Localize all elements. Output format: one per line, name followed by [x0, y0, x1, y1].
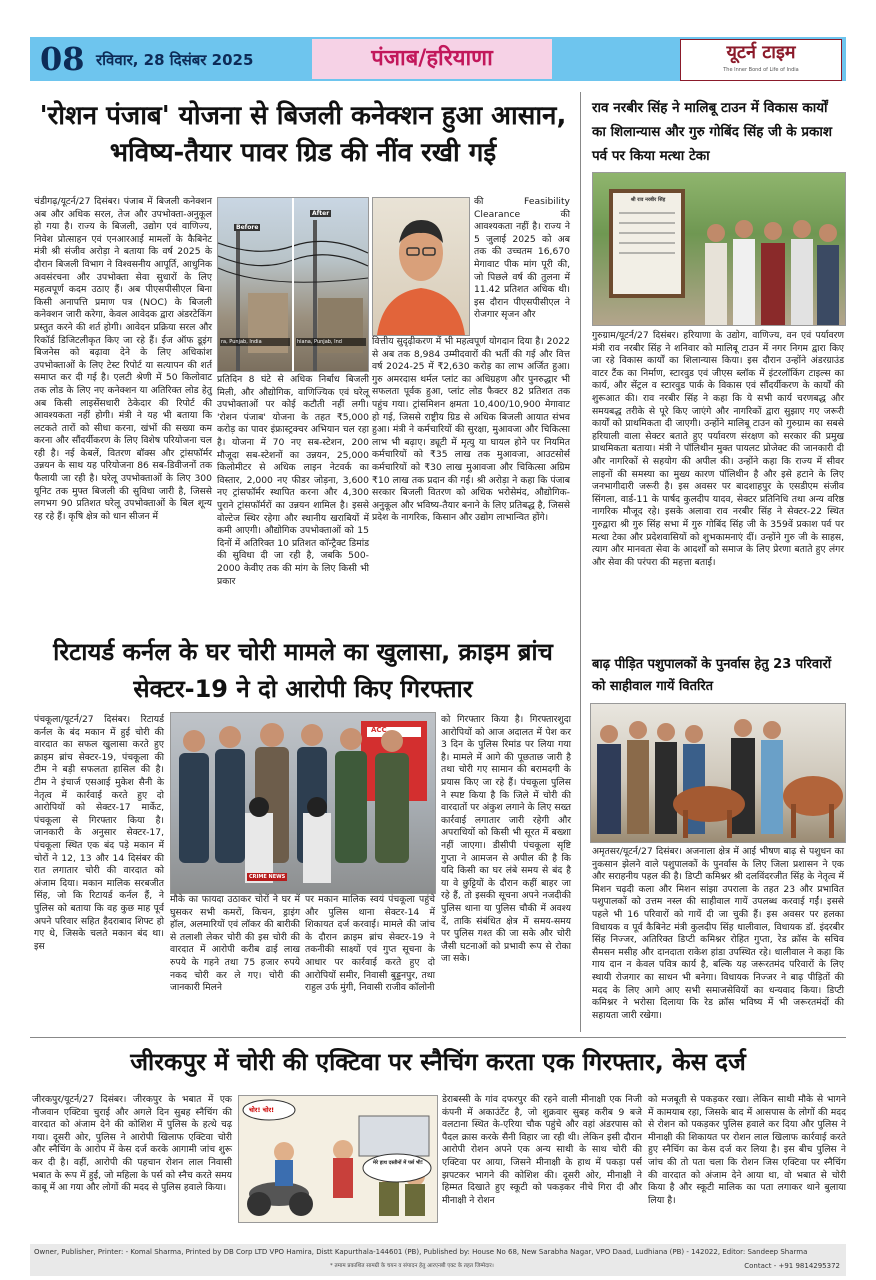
disclaimer-line: * तमाम प्रकाशित सामग्री के चयन व संपादन हेतु आरएनबी एक्ट के तहत जिम्मेदार।	[330, 1263, 494, 1269]
story5-top-rule	[30, 1037, 846, 1038]
story3-headline: राव नरबीर सिंह ने मालिबू टाउन में विकास कार्यों का शिलान्यास और गुरु गोबिंद सिंह जी के प्रकाश पर्व पर किया मत्था टेका	[592, 100, 833, 164]
section-title: पंजाब/हरियाणा	[371, 46, 493, 71]
story4-headline: बाढ़ पीड़ित पशुपालकों के पुनर्वास हेतु 23 परिवारों को साहीवाल गायें वितरित	[592, 657, 832, 694]
story3-body: गुरुग्राम/यूटर्न/27 दिसंबर। हरियाणा के उद्योग, वाणिज्य, वन एवं पर्यावरण मंत्री राव नरबीर सिंह ने शनिवार को मालिबू टाउन में नगर निगम द्वारा किए जा रहे विकास कार्यों का शिलान्यास किया। इस दौरान उन्होंने अंडरग्राउंड वाटर टैंक का निर्माण, स्टारवुड एवं जीएस ब्लॉक में इंटरलॉकिंग टाइल्स का कार्य, और सेंट्रल व स्टारवुड पार्क के विकास एवं सौंदर्यीकरण के कार्यों की शुरूआत की। राव नरबीर सिंह ने कहा कि ये सभी कार्य चरणबद्ध और समयबद्ध तरीके से पूरे किए जाएंगे और नागरिकों द्वारा सुझाए गए जरूरी कार्यों को प्राथमिकता दी जाएगी। उन्होंने मालिबू टाउन को गुरुग्राम का सबसे हरियाली वाला सेक्टर बताते हुए पर्यावरण संरक्षण को सरकार की प्रमुख प्राथमिकता बताया। मंत्री ने पॉलिथीन मुक्त पायलट प्रोजेक्ट की जानकारी दी और नागरिकों से सहयोग की अपील की। उन्होंने कहा कि राज्य में सीवर लाइनों की समस्या का मुख्य कारण पॉलिथीन है और इसे हटाने के लिए जनभागीदारी जरूरी है। इस अवसर पर बादशाहपुर के एसडीएम संजीव सिंगला, वार्ड-11 के पार्षद कुलदीप यादव, सेक्टर प्रतिनिधि तथा अन्य वरिष्ठ नागरिक मौजूद रहे। इसके अलावा राव नरबीर सिंह ने सेक्टर-22 स्थित गुरुद्वारा श्री गुरु सिंह सभा में गुरु गोबिंद सिंह जी के 359वें प्रकाश पर्व पर मत्था टेका और प्रदेशवासियों को शुभकामनाएं दीं। उन्होंने गुरु जी के साहस, त्याग और मानवता सेवा के आदर्शों को समाज के लिए प्रेरणा बताते हुए लंगर और सेवा की परंपरा की महत्ता बताई।	[592, 330, 844, 568]
portrait-illustration	[373, 198, 469, 335]
cow-distribution-photo	[590, 703, 846, 843]
story2-col4: को गिरफ्तार किया है। गिरफ्तारशुदा आरोपियों को आज अदालत में पेश कर 3 दिन के पुलिस रिमांड पर लिया गया है। मामले में आगे की पूछताछ जारी है तथा चोरी गए सामान की बरामदगी के प्रयास किए जा रहे हैं। पंचकूला पुलिस ने स्पष्ट किया है कि जिले में चोरी की वारदातों पर अंकुश लगाने के लिए सख्त कार्रवाई लगातार जारी रहेगी और अपराधियों को किसी भी सूरत में बख्शा नहीं जाएगा। डीसीपी पंचकूला सृष्टि गुप्ता ने आमजन से अपील की है कि यदि किसी का घर लंबे समय से बंद है या वे छुट्टियों के दौरान कहीं बाहर जा रहे हैं, तो इसकी सूचना अपने नजदीकी पुलिस थाना या पुलिस चौकी में अवश्य दें, ताकि संबंधित क्षेत्र में समय-समय पर पुलिस गश्त की जा सके और चोरी जैसी घटनाओं को प्रभावी रूप से रोका जा सके।	[441, 714, 571, 965]
story2-col3: पर मकान मालिक स्वयं पंचकूला पहुंचे और पुलिस थाना सेक्टर-14 में शिकायत दर्ज करवाई। मामले की जांच के दौरान क्राइम ब्रांच सेक्टर-19 ने तकनीकी साक्ष्यों एवं गुप्त सूचना के आधार पर कार्रवाई करते हुए दो आरोपियों समीर, निवासी बुड्डनपुर, तथा राहुल उर्फ मुंगी, निवासी राजीव कॉलोनी	[305, 894, 435, 994]
story5-col2: डेराबस्सी के गांव दफरपुर की रहने वाली मीनाक्षी एक निजी कंपनी में अकाउंटेंट है, जो शुक्रवार सुबह करीब 9 बजे वलटाना स्थित के-एरिया चौक पहुंचे और वहां अंडरपास को पैदल क्रास करके सैनी विहार जा रही थी। लेकिन इसी दौरान आरोपी रोशन अपने एक अन्य साथी के साथ चोरी की एक्टिवा पर आया, जिसने मीनाक्षी के हाथ में पकड़ा पर्स झपटकर भागने की कोशिश की। दूसरी ओर, मीनाक्षी ने हिम्मत दिखाते हुए स्कूटी को पकड़कर नीचे गिरा दी और मीनाक्षी ने रोशन	[442, 1094, 642, 1206]
page-number: 08	[40, 40, 85, 78]
story5-headline: जीरकपुर में चोरी की एक्टिवा पर स्नैचिंग करता एक गिरफ्तार, केस दर्ज	[130, 1048, 746, 1076]
cartoon-bubble-left: चोर! चोर!	[249, 1106, 275, 1114]
backdrop-sign: ACC	[371, 726, 387, 734]
masthead	[30, 37, 846, 81]
before-label: Before	[236, 224, 259, 231]
story5-col3: को मजबूती से पकड़कर रखा। लेकिन साथी मौके से भागने में कामयाब रहा, जिसके बाद में आसपास के लोगों की मदद से रोशन को पकड़कर पुलिस हवाले कर दिया और पुलिस ने मीनाक्षी की शिकायत पर रोशन लाल खिलाफ कार्रवाई करते हुए स्नैचिंग का केस दर्ज कर लिया है। इस बीच पुलिस ने जांच की तो पता चला कि रोशन जिस एक्टिवा पर स्नैचिंग की वारदात को अंजाम देने आया था, वो भबात से चोरी किया है और स्कूटी मालिक का पता लगाकर थाने बुलाया लिया है।	[648, 1094, 846, 1206]
story1-col2: प्रतिदिन 8 घंटे से अधिक निर्बाध बिजली मिली, और औद्योगिक, वाणिज्यिक एवं घरेलू उपभोक्ताओं पर कोई कटौती नहीं लगी। 'रोशन पंजाब' योजना के तहत ₹5,000 करोड़ का पावर इंफ्रास्ट्रक्चर अभियान चल रहा है। योजना में 70 नए सब-स्टेशन, 200 मौजूदा सब-स्टेशनों का उन्नयन, 25,000 किलोमीटर से अधिक लाइन नेटवर्क का विस्तार, 2,000 नए फीडर जोड़ना, 3,600 नए ट्रांसफॉर्मर स्थापित करना और 4,300 पुराने ट्रांसफॉर्मरों का उन्नयन शामिल है। इससे वोल्टेज स्थिर रहेगा और स्थानीय खराबियों में कमी आएगी। औद्योगिक उपभोक्ताओं को 15 दिनों में अतिरिक्त 10 प्रतिशत कॉन्ट्रैक्ट डिमांड की सुविधा दी जा रही है, जबकि 500-2000 केवीए तक की मांग के लिए किसी भी प्रकार	[217, 374, 369, 587]
group-photo-illustration	[171, 713, 435, 893]
ceremony-illustration	[593, 173, 845, 325]
cow-event-illustration	[591, 704, 845, 842]
story1-col3b: वित्तीय सुदृढ़ीकरण में भी महत्वपूर्ण योगदान दिया है। 2022 से अब तक 8,984 उम्मीदवारों की भर्ती की गई और वित्त वर्ष 2024-25 में ₹2,630 करोड़ का लाभ अर्जित हुआ। गुरु अमरदास थर्मल प्लांट का अधिग्रहण और पुनरुद्धार भी सफलता पूर्वक हुआ, प्लांट लोड फैक्टर 82 प्रतिशत तक पहुंच गया। ट्रांसमिशन क्षमता 10,400/10,900 मेगावाट हो गई, जिससे राष्ट्रीय ग्रिड से अधिक बिजली आयात संभव हुआ। मंत्री ने कर्मचारियों की सुरक्षा, मुआवजा और चिकित्सा लाभ भी बढ़ाए। ड्यूटी में मृत्यु या घायल होने पर नियमित कर्मचारियों को ₹35 लाख तक मुआवजा, आउटसोर्स कर्मचारियों को ₹30 लाख मुआवजा और चिकित्सा अग्रिम ₹10 लाख तक प्रदान की गई। श्री अरोड़ा ने कहा कि पंजाब सरकार बिजली वितरण को अधिक भरोसेमंद, औद्योगिक-अनुकूल और भविष्य-तैयार बनाने के लिए प्रतिबद्ध है, जिससे प्रदेश के नागरिक, किसान और उद्योग लाभान्वित होंगे।	[372, 336, 570, 524]
after-label: After	[312, 210, 330, 217]
story5-col1: जीरकपुर/यूटर्न/27 दिसंबर। जीरकपुर के भबात में एक नौजवान एक्टिवा चुराई और अगले दिन सुबह स्नैचिंग की वारदात को अंजाम देने की कोशिश में पुलिस के हत्थे चढ़ गया। दूसरी ओर, पुलिस ने आरोपी खिलाफ एक्टिवा चोरी और स्नैचिंग के आरोप में केस दर्ज करके आगामी जांच शुरू कर दी है। वहीं, आरोपी की पहचान रोशन लाल निवासी भबात के रूप में हुई, जो महिला के पर्स को स्नैच करते समय काबू में आ गया और लोगों की मदद से पुलिस हवाले किया।	[32, 1094, 232, 1194]
story2-col1: पंचकूला/यूटर्न/27 दिसंबर। रिटायर्ड कर्नल के बंद मकान में हुई चोरी की वारदात का सफल खुलासा करते हुए क्राइम ब्रांच सेक्टर-19, पंचकूला की टीम ने बड़ी सफलता हासिल की है। टीम ने इंचार्ज एसआई मुकेश सैनी के नेतृत्व में कार्रवाई करते हुए दो आरोपियों को सेक्टर-17 मार्केट, पंचकूला से गिरफ्तार किया है। जानकारी के अनुसार सेक्टर-17, पंचकूला स्थित एक बंद पड़े मकान में चोरों ने 12, 13 और 14 दिसंबर की रात लगातार चोरी की वारदात को अंजाम दिया। मकान मालिक सरबजीत सिंह, जो कि रिटायर्ड कर्नल हैं, ने पुलिस को बताया कि वह कुछ माह पूर्व अपने परिवार सहित हैदराबाद शिफ्ट हो गए थे, जिसके चलते मकान बंद था। इस	[34, 714, 164, 952]
foundation-stone-photo	[592, 172, 846, 326]
contact-line: Contact - +91 9814295372	[744, 1262, 840, 1270]
crime-news-card: CRIME NEWS	[249, 874, 286, 880]
minister-portrait	[372, 197, 470, 336]
photo-caption-left: ra, Punjab, India	[220, 338, 290, 346]
story1-col1: चंडीगढ़/यूटर्न/27 दिसंबर। पंजाब में बिजली कनेक्शन अब और अधिक सरल, तेज और उपभोक्ता-अनुकूल हो गया है। राज्य के बिजली, उद्योग एवं वाणिज्य, निवेश प्रोत्साहन एवं एनआरआई मामलों के कैबिनेट मंत्री श्री संजीव अरोड़ा ने बताया कि वर्ष 2025 के दौरान बिजली विभाग ने विश्वसनीय आपूर्ति, आधुनिक अवसंरचना और उपभोक्ता सेवा सुधारों के लिए महत्वपूर्ण कदम उठाए हैं। अब पीएसपीसीएल बिना किसी अनापत्ति प्रमाण पत्र (NOC) के बिजली कनेक्शन जारी करेगा, केवल आवेदक द्वारा अंडरटेकिंग प्रस्तुत करने की शर्त होगी। आवेदन प्रक्रिया सरल और रिकॉर्ड डिजिटलीकृत किए जा रहे हैं। ईज ऑफ डूइंग बिजनेस को बढ़ावा देने के लिए अधिकांश उपभोक्ताओं के लिए टेस्ट रिपोर्ट या सत्यापन की शर्त समाप्त कर दी गई है। एलटी श्रेणी में 50 किलोवाट तक लोड के लिए नए कनेक्शन या अतिरिक्त लोड हेतु अब किसी लाइसेंसधारी ठेकेदार की रिपोर्ट की आवश्यकता नहीं होगी। मंत्री ने यह भी बताया कि लटकते तारों को सीधा करना, खंभों की सख्या कम करना और सौंदर्यीकरण के लिए विशेष परियोजना चल रही है। नई केबलें, वितरण बॉक्स और ट्रांसफॉर्मर उन्नयन के साथ यह परियोजना 86 सब-डिवीजनों तक फैलायी जा रही है। घरेलू उपभोक्ताओं के लिए 300 यूनिट तक मुफ्त बिजली की सुविधा जारी है, जिससे लगभग 90 प्रतिशत घरेलू उपभोक्ताओं के बिल शून्य रह रहे हैं। कृषि क्षेत्र को धान सीजन में	[34, 196, 212, 522]
cartoon-illustration	[239, 1096, 437, 1222]
issue-date: रविवार, 28 दिसंबर 2025	[96, 51, 254, 69]
section-box	[312, 39, 552, 79]
photo-caption-right: hiana, Punjab, Ind	[296, 338, 366, 346]
imprint-line: Owner, Publisher, Printer: - Komal Sharma, Printed by DB Corp LTD VPO Hamira, Distt Kapurthala-144601 (PB), Published by: House No 68, New Sarabha Nagar, VPO Daad, Ludhiana (PB) - 142022, Editor: Sandeep Sharma	[34, 1248, 808, 1256]
story1-col3a: की Feasibility Clearance की आवश्यकता नहीं है। राज्य ने 5 जुलाई 2025 को अब तक की उच्चतम 16,670 मेगावाट पीक मांग पूरी की, जो पिछले वर्ष की तुलना में 11.42 प्रतिशत अधिक थी। इस दौरान पीएसपीसीएल ने रोजगार सृजन और	[474, 196, 570, 321]
paper-logo: यूटर्न टाइम	[726, 42, 796, 63]
column-divider	[580, 92, 581, 1032]
story2-headline: रिटायर्ड कर्नल के घर चोरी मामले का खुलासा, क्राइम ब्रांच सेक्टर-19 ने दो आरोपी किए गिरफ्तार	[53, 638, 553, 703]
plaque-text: श्री राव नरबीर सिंह	[630, 197, 666, 203]
snatching-cartoon	[238, 1095, 438, 1223]
logo-box	[680, 39, 842, 81]
before-after-photo	[217, 197, 369, 372]
story1-headline: 'रोशन पंजाब' योजना से बिजली कनेक्शन हुआ आसान, भविष्य-तैयार पावर ग्रिड की नींव रखी गई	[39, 101, 567, 168]
story2-col2: मौके का फायदा उठाकर चोरों ने घर में घुसकर सभी कमरों, किचन, ड्राइंग हॉल, अलमारियों एवं लॉकर की बारीकी से तलाशी लेकर चोरी की इस चोरी की वारदात में आरोपी करीब ढाई लाख रुपये के गहने तथा 75 हजार रुपये नकद चोरी कर ले गए। चोरी की जानकारी मिलने	[170, 894, 300, 994]
cartoon-bubble-right: मेरे हाथ दस्तीनों में पर्स भी!	[373, 1160, 423, 1166]
arrest-photo	[170, 712, 436, 894]
story4-body: अमृतसर/यूटर्न/27 दिसंबर। अजनाला क्षेत्र में आई भीषण बाढ़ से पशुधन का नुकसान झेलने वाले पशुपालकों के पुनर्वास के लिए जिला प्रशासन ने एक और सराहनीय पहल की है। डिप्टी कमिश्नर श्री दलविंदरजीत सिंह के नेतृत्व में मिशन चढ़दी कला और मिशन सांझा उपराला के तहत 23 और प्रभावित पशुपालकों को उत्तम नस्ल की साहीवाल गायें उपलब्ध करवाई गईं। इससे पहले भी 16 परिवारों को गायें दी जा चुकी हैं। इस अवसर पर हलका विधायक व पूर्व कैबिनेट मंत्री कुलदीप सिंह धालीवाल, विधायक डॉ. इंदरबीर सिंह निज्जर, अतिरिक्त डिप्टी कमिश्नर रोहित गुप्ता, रेड क्रॉस के सचिव सैमसन मसीह और दानदाता राकेश हांडा उपस्थित रहे। धालीवाल ने कहा कि गाय दान न केवल पवित्र कार्य है, बल्कि यह जरूरतमंद परिवारों के लिए स्थायी रोजगार का साधन भी बनेगा। विधायक निज्जर ने बाढ़ पीड़ितों की मदद के लिए आगे आए सभी समाजसेवियों का धन्यवाद किया। डिप्टी कमिश्नर ने भरोसा दिलाया कि रेड क्रॉस भविष्य में भी जरूरतमंदों की सहायता जारी रखेगा।	[592, 846, 844, 1021]
footer	[30, 1244, 846, 1276]
logo-tagline: The Inner Bond of Life of India	[723, 67, 799, 73]
